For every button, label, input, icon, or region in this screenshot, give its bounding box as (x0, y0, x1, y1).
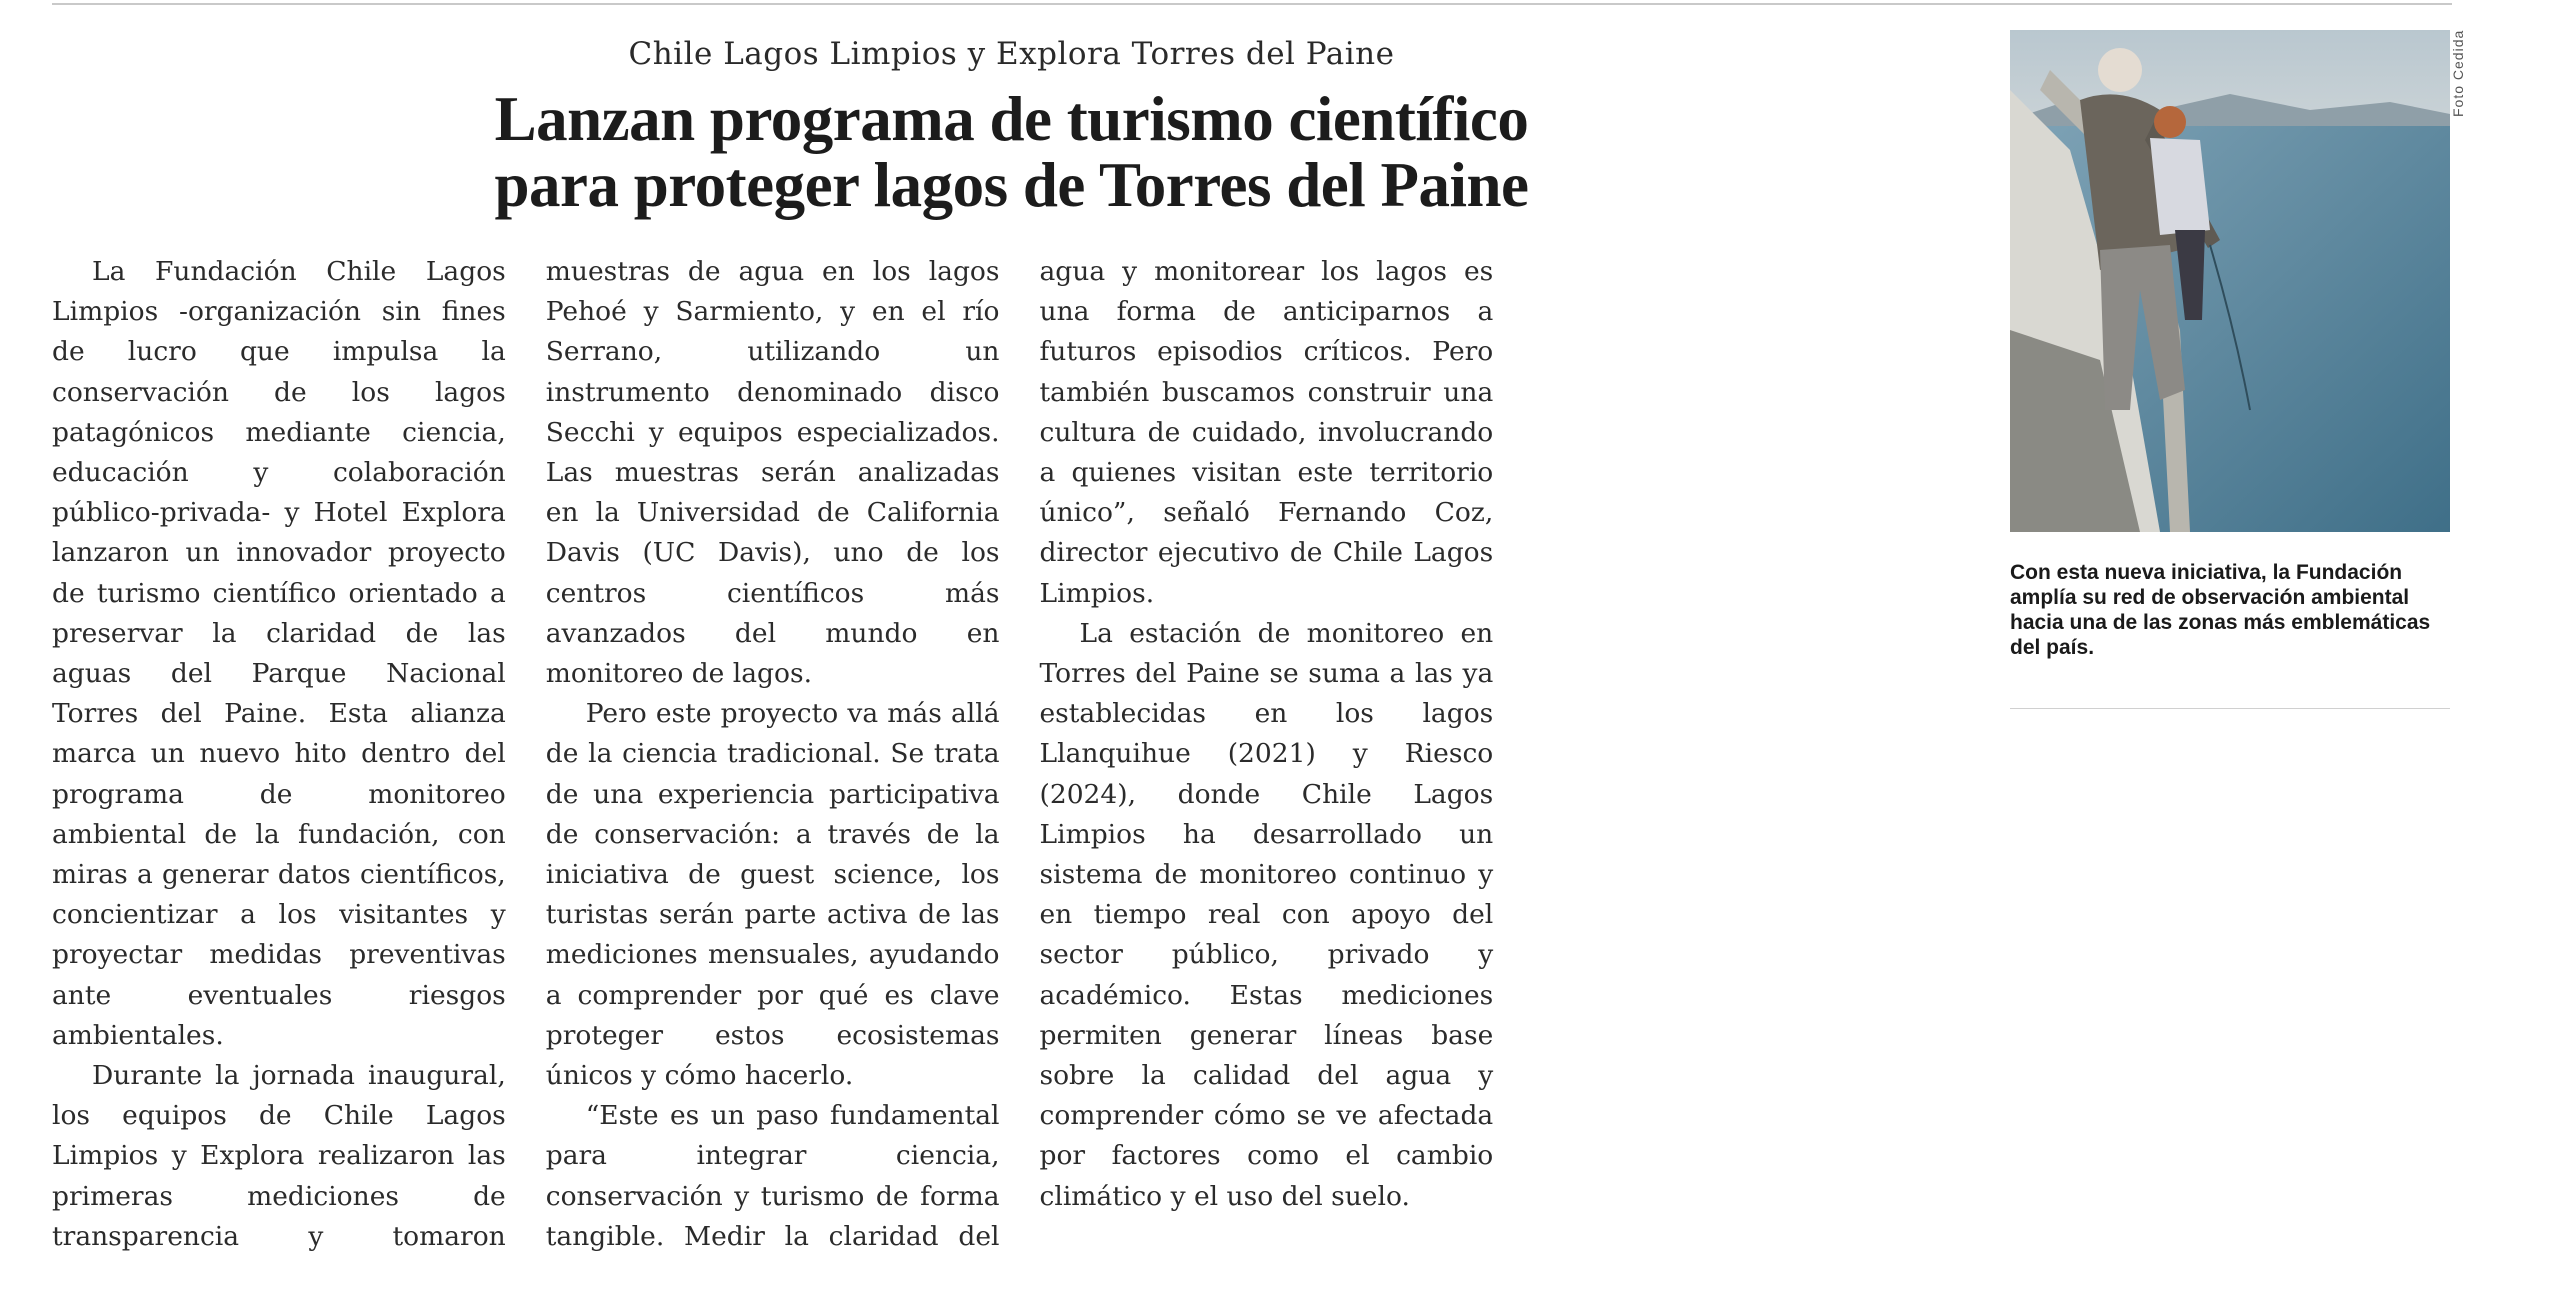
paragraph: “Este es un paso fundamental para integrar ciencia, conservación y turismo de forma tangible. Medir la claridad del agua y monitorear los lagos es una forma de anticiparnos a futuros episodios críticos. Pero también buscamos construir una cultura de cuidado, involucrando a quienes visitan este territorio único”, señaló Fernando Coz, director ejecutivo de Chile Lagos Limpios. (545, 256, 1494, 1252)
top-rule (52, 3, 2452, 5)
paragraph: Durante la jornada inaugural, los equipos de Chile Lagos Limpios y Explora realizaron las primeras mediciones de transparencia y tomaron muestras de agua en los lagos Pehoé y Sarmiento, y en el río Serrano, utilizando un instrumento denominado disco Secchi y equipos especializados. Las muestras serán analizadas en la Universidad de California Davis (UC Davis), uno de los centros científicos más avanzados del mundo en monitoreo de lagos. (52, 256, 1000, 1252)
article-body (52, 252, 1987, 1282)
paragraph: La estación de monitoreo en Torres del Paine se suma a las ya establecidas en los lagos Llanquihue (2021) y Riesco (2024), donde Chile Lagos Limpios ha desarrollado un sistema de monitoreo continuo y en tiempo real con apoyo del sector público, privado y académico. Estas mediciones permiten generar líneas base sobre la calidad del agua y comprender cómo se ve afectada por factores como el cambio climático y el uso del suelo. (1039, 617, 1494, 1212)
article-photo (2010, 30, 2450, 532)
photo-credit: Foto Cedida (2450, 30, 2466, 118)
kicker: Chile Lagos Limpios y Explora Torres del Paine (628, 36, 1395, 72)
caption-rule (2010, 708, 2450, 709)
headline-line-2: para proteger lagos de Torres del Paine (494, 150, 1529, 220)
photo-caption: Con esta nueva iniciativa, la Fundación amplía su red de observación ambiental hacia una de las zonas más emblemáticas del país. (2010, 561, 2431, 659)
headline (400, 86, 1623, 218)
paragraph: La Fundación Chile Lagos Limpios -organización sin fines de lucro que impulsa la conservación de los lagos patagónicos mediante ciencia, educación y colaboración público-privada- y Hotel Explora lanzaron un innovador proyecto de turismo científico orientado a preservar la claridad de las aguas del Parque Nacional Torres del Paine. Esta alianza marca un nuevo hito dentro del programa de monitoreo ambiental de la fundación, con miras a generar datos científicos, concientizar a los visitantes y proyectar medidas preventivas ante eventuales riesgos ambientales. (52, 256, 506, 1051)
paragraph: Pero este proyecto va más allá de la ciencia tradicional. Se trata de una experiencia participativa de conservación: a través de la iniciativa de guest science, los turistas serán parte activa de las mediciones mensuales, ayudando a comprender por qué es clave proteger estos ecosistemas únicos y cómo hacerlo. (545, 698, 1000, 1092)
headline-line-1: Lanzan programa de turismo científico (494, 84, 1529, 154)
